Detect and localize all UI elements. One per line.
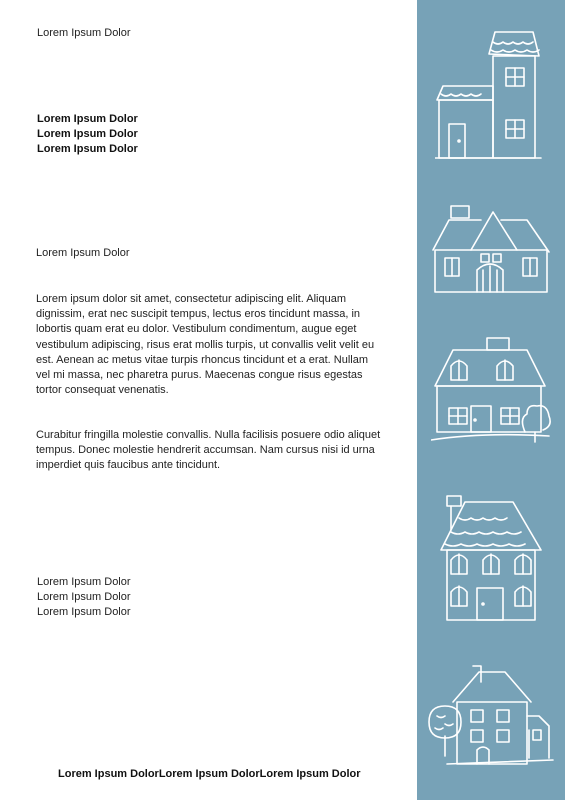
body-paragraph-2: Curabitur fringilla molestie convallis. Nulla facilisis posuere odio aliquet tempus. Donec molestie hendrerit accumsan. Nam cursus nisi id urna imperdiet quis faucibus ante tincidunt. [36,429,381,472]
title-line-1: Lorem Ipsum Dolor [37,113,138,125]
house-illustration-tall-roof [437,488,547,628]
title-line-3: Lorem Ipsum Dolor [37,143,138,155]
signature-line-2: Lorem Ipsum Dolor [37,591,131,603]
house-illustration-with-tree [423,660,555,772]
decorative-sidebar [417,0,565,800]
header-text: Lorem Ipsum Dolor [37,27,131,39]
house-illustration-tall [435,28,545,166]
signature-line-3: Lorem Ipsum Dolor [37,606,131,618]
house-illustration-cottage [431,336,553,448]
body-paragraph-1: Lorem ipsum dolor sit amet, consectetur adipiscing elit. Aliquam dignissim, erat nec suscipit tempus, lectus eros tincidunt massa, in lobortis quam erat eu dolor. Vestibulum condimentum, augue eget vestibulum adipiscing, risus erat mollis turpis, ut convallis velit velit eu est. Aenean ac metus vitae turpis rhoncus tincidunt et a erat. Nullam vel mi massa, nec pharetra purus. Maecenas congue risus egestas tortor consequat venenatis. [36,293,375,397]
signature-line-1: Lorem Ipsum Dolor [37,576,131,588]
house-illustration-gabled [431,204,551,296]
title-line-2: Lorem Ipsum Dolor [37,128,138,140]
subheading: Lorem Ipsum Dolor [36,247,130,259]
footer-text: Lorem Ipsum DolorLorem Ipsum DolorLorem Ipsum Dolor [58,768,361,780]
